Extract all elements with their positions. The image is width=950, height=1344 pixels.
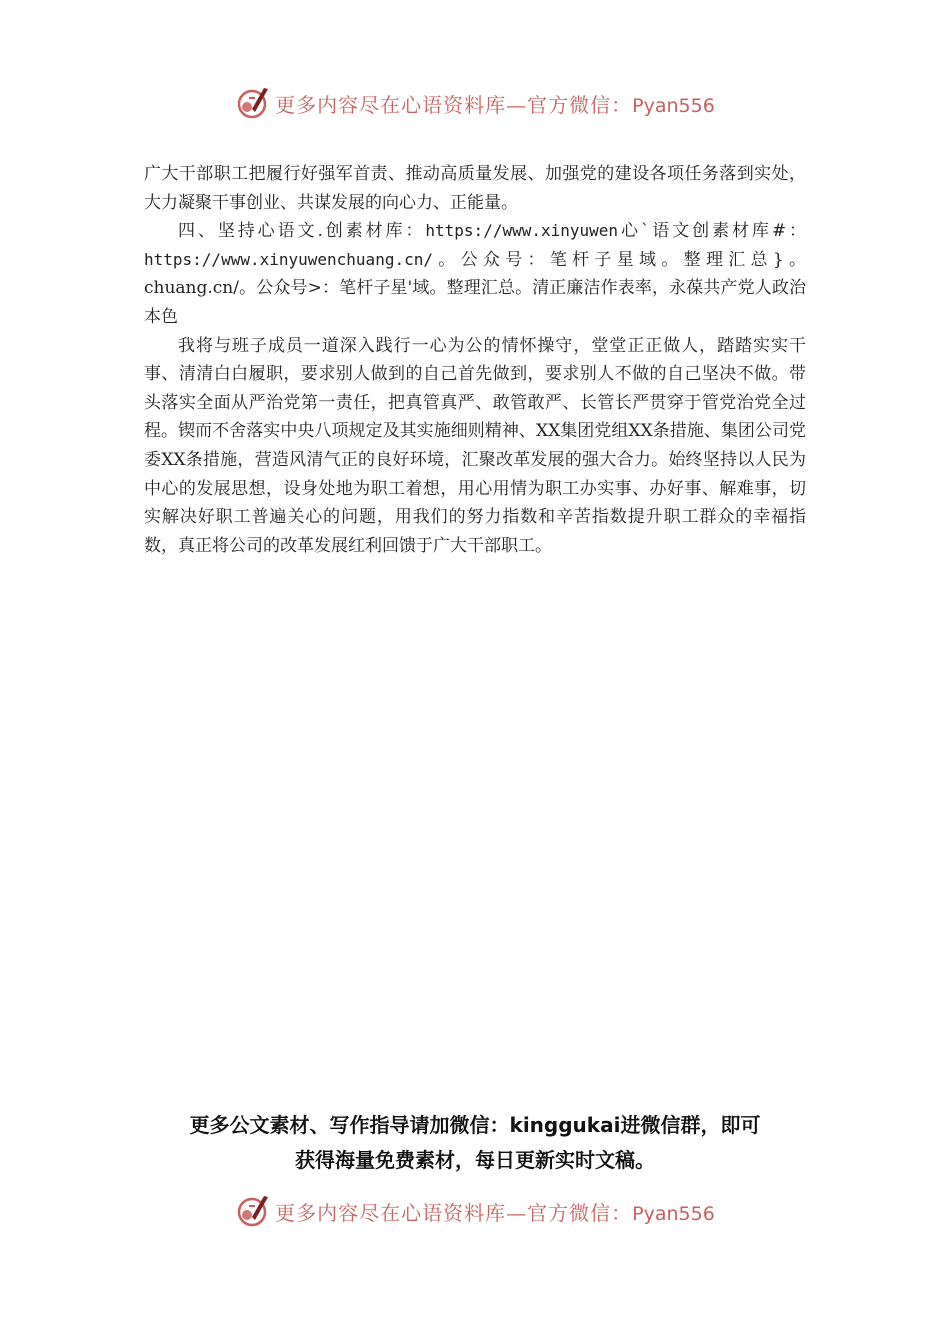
quill-ink-logo-icon xyxy=(235,85,271,121)
banner-text: 更多内容尽在心语资料库—官方微信：Pyan556 xyxy=(275,1200,715,1225)
banner-text: 更多内容尽在心语资料库—官方微信：Pyan556 xyxy=(275,92,715,117)
document-body xyxy=(144,160,806,560)
footer-line-2: 获得海量免费素材，每日更新实时文稿。 xyxy=(295,1148,655,1172)
section-heading-4: 四、坚持心语文.创素材库：https://www.xinyuwen心`语文创素材库#：https://www.xinyuwenchuang.cn/。公众号：笔杆子星域。整理汇总}。chuang.cn/。公众号>：笔杆子星'域。整理汇总。清正廉洁作表率，永葆共产党人政治本色 xyxy=(144,221,807,327)
quill-ink-logo-icon xyxy=(235,1193,271,1229)
footer-promo-note xyxy=(100,1108,850,1178)
footer-line-1: 更多公文素材、写作指导请加微信：kinggukai进微信群，即可 xyxy=(189,1113,761,1137)
top-watermark-banner xyxy=(0,83,950,123)
paragraph: 广大干部职工把履行好强军首责、推动高质量发展、加强党的建设各项任务落到实处，大力凝聚干事创业、共谋发展的向心力、正能量。 xyxy=(144,164,806,213)
bottom-watermark-banner xyxy=(0,1191,950,1231)
paragraph: 我将与班子成员一道深入践行一心为公的情怀操守，堂堂正正做人，踏踏实实干事、清清白白履职，要求别人做到的自己首先做到，要求别人不做的自己坚决不做。带头落实全面从严治党第一责任，把真管真严、敢管敢严、长管长严贯穿于管党治党全过程。锲而不舍落实中央八项规定及其实施细则精神、XX集团党组XX条措施、集团公司党委XX条措施，营造风清气正的良好环境，汇聚改革发展的强大合力。始终坚持以人民为中心的发展思想，设身处地为职工着想，用心用情为职工办实事、办好事、解难事，切实解决好职工普遍关心的问题，用我们的努力指数和辛苦指数提升职工群众的幸福指数，真正将公司的改革发展红利回馈于广大干部职工。 xyxy=(144,335,806,556)
